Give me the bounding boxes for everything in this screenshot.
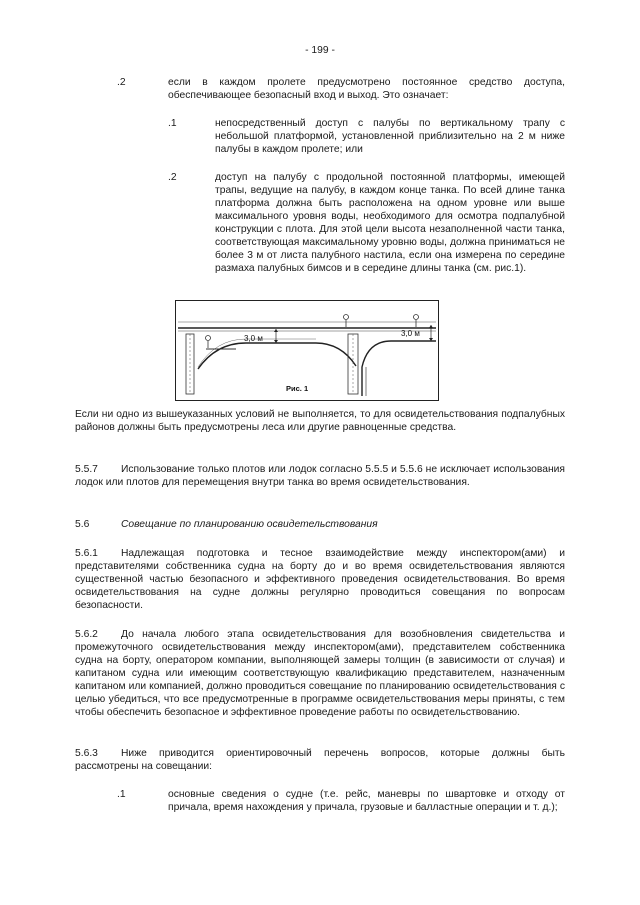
section-5-5-7	[75, 463, 565, 489]
tank-section-diagram	[176, 301, 438, 400]
section-5-6-2	[75, 628, 565, 719]
figure-caption: Рис. 1	[286, 384, 309, 393]
section-text: До начала любого этапа освидетельствования для возобновления свидетельства и промежуточного освидетельствования между инспектором(ами), представителем собственника судна на борту, оператором компании, выполняющей замеры толщин (в зависимости от случая) и капитаном судна или имеющим соответствующую квалификацию представителем, назначенным капитаном или компанией, должно проводиться совещание по планированию освидетельствования с целью убедиться, что все предусмотренные в программе освидетельствования меры приняты, с тем чтобы обеспечить безопасное и эффективное проведение работы по освидетельствованию.	[75, 629, 565, 718]
section-title: Совещание по планированию освидетельствования	[121, 519, 378, 530]
section-5-6-3	[75, 747, 565, 773]
section-text: Использование только плотов или лодок согласно 5.5.5 и 5.5.6 не исключает использования лодок или плотов для перемещения внутри танка во время освидетельствования.	[75, 464, 565, 488]
item-number: .2	[117, 77, 126, 88]
subitem-number: .1	[168, 118, 177, 129]
section-text: Ниже приводится ориентировочный перечень вопросов, которые должны быть рассмотрены на совещании:	[75, 748, 565, 772]
person-icon	[206, 336, 211, 341]
list-item-number: .1	[117, 789, 126, 800]
section-number: 5.5.7	[75, 464, 98, 475]
beam-arc-left	[198, 343, 356, 369]
paragraph: Если ни одно из вышеуказанных условий не выполняется, то для освидетельствования подпалубных районов должны быть предусмотрены леса или другие равноценные средства.	[75, 409, 565, 433]
subitem-text: непосредственный доступ с палубы по вертикальному трапу с небольшой платформой, установленной приблизительно на 2 м ниже палубы в каждом пролете; или	[215, 118, 565, 155]
section-number: 5.6	[75, 519, 90, 530]
section-5-6-1	[75, 547, 565, 612]
section-number: 5.6.2	[75, 629, 98, 640]
section-number: 5.6.1	[75, 548, 98, 559]
beam-arc-right	[362, 341, 436, 396]
person-icon	[344, 315, 349, 320]
section-number: 5.6.3	[75, 748, 98, 759]
section-text: Надлежащая подготовка и тесное взаимодействие между инспектором(ами) и представителями собственника судна на борту до и во время освидетельствования являются существенной частью безопасного и эффективного проведения освидетельствования. Во время освидетельствования на судне должны регулярно проводиться совещания по вопросам безопасности.	[75, 548, 565, 611]
figure-1	[175, 300, 439, 401]
subitem-number: .2	[168, 172, 177, 183]
dimension-label-left: 3,0 м	[244, 334, 263, 343]
list-item-text: основные сведения о судне (т.е. рейс, маневры по швартовке и отходу от причала, время нахождения у причала, грузовые и балластные операции и т. д.);	[168, 789, 565, 813]
dimension-label-right: 3,0 м	[401, 329, 420, 338]
person-icon	[414, 315, 419, 320]
item-text: если в каждом пролете предусмотрено постоянное средство доступа, обеспечивающее безопасный вход и выход. Это означает:	[168, 77, 565, 101]
subitem-text: доступ на палубу с продольной постоянной платформы, имеющей трапы, ведущие на палубу, в каждом конце танка. По всей длине танка платформа должна быть расположена на одном уровне или выше максимального уровня воды, необходимого для осмотра подпалубной конструкции с плота. Для этой цели высота незаполненной части танка, соответствующая максимальному уровню воды, должна приниматься не более 3 м от листа палубного настила, если она измерена по середине размаха палубных бимсов и в середине длины танка (см. рис.1).	[215, 172, 565, 274]
page-number: - 199 -	[305, 45, 335, 56]
